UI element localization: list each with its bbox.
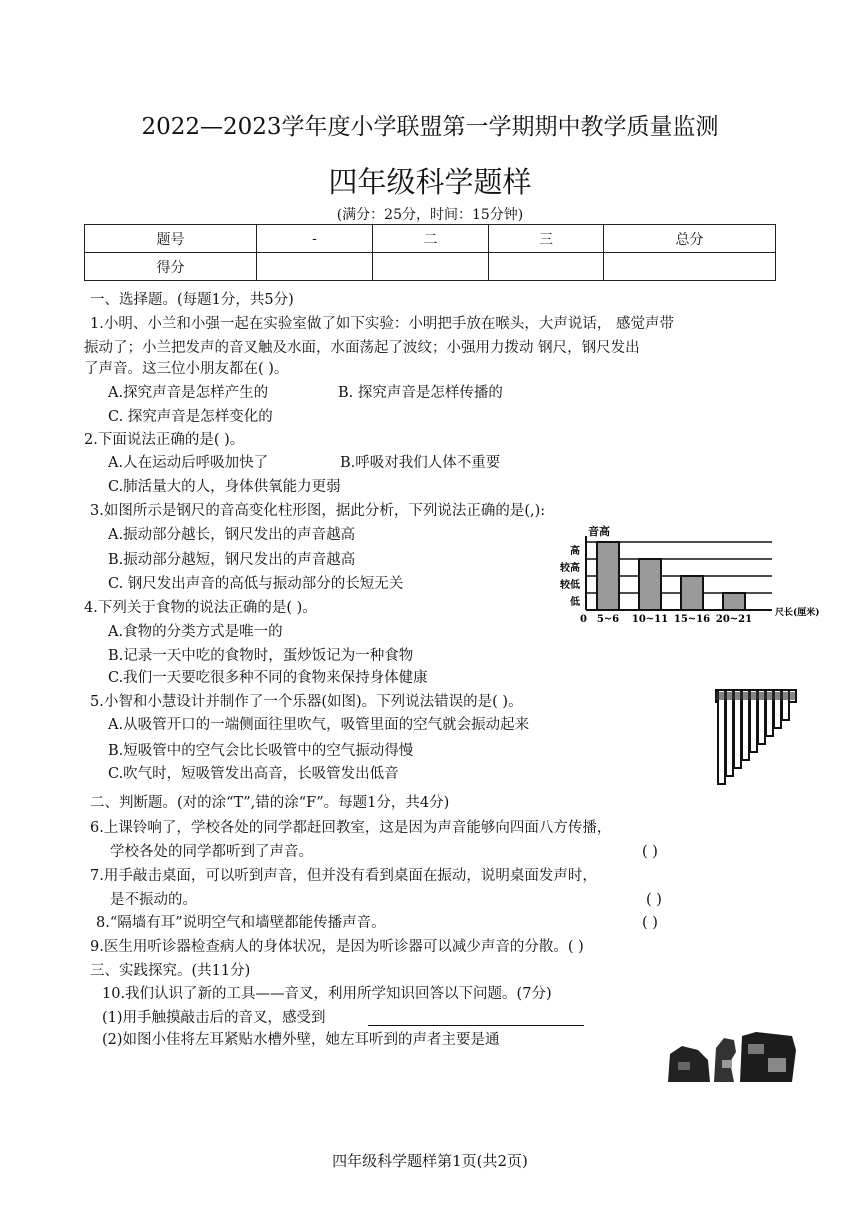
q1-option-c: C. 探究声音是怎样变化的 bbox=[108, 409, 273, 425]
score-cell-q3: 三 bbox=[489, 225, 604, 253]
score-blank[interactable] bbox=[257, 253, 373, 281]
q8-stem: 8.“隔墙有耳”说明空气和墙壁都能传播声音。 bbox=[96, 915, 386, 931]
q10-part2: (2)如图小佳将左耳紧贴水槽外壁，她左耳听到的声者主要是通 bbox=[102, 1032, 500, 1048]
q7-line2: 是不振动的。 bbox=[110, 892, 197, 908]
q7-answer-bracket[interactable]: ( ) bbox=[646, 892, 662, 908]
q1-option-a: A.探究声音是怎样产生的 bbox=[108, 385, 269, 401]
chart-x-tick-label: 20~21 bbox=[715, 614, 753, 625]
score-blank[interactable] bbox=[604, 253, 776, 281]
q6-answer-bracket[interactable]: ( ) bbox=[642, 844, 658, 860]
q10-stem: 10.我们认识了新的工具——音叉，利用所学知识回答以下问题。(7分) bbox=[102, 986, 552, 1002]
score-table-score-row bbox=[85, 253, 776, 281]
q8-answer-bracket[interactable]: ( ) bbox=[642, 915, 658, 931]
score-row-label: 得分 bbox=[85, 253, 257, 281]
chart-x-tick-label: 10~11 bbox=[631, 614, 669, 625]
score-cell-label: 题号 bbox=[85, 225, 257, 253]
q4-option-b: B.记录一天中吃的食物时，蛋炒饭记为一种食物 bbox=[108, 648, 414, 664]
q1-line2: 振动了；小兰把发声的音叉触及水面，水面荡起了波纹；小强用力拨动 钢尺，钢尺发出 bbox=[84, 340, 640, 356]
chart-y-tick-label: 较高 bbox=[560, 563, 580, 574]
chart-bar bbox=[723, 593, 745, 610]
score-cell-q2: 二 bbox=[373, 225, 489, 253]
chart-y-tick-label: 较低 bbox=[560, 580, 580, 591]
straw-panpipe-image bbox=[714, 686, 800, 786]
q2-option-b: B.呼吸对我们人体不重要 bbox=[340, 455, 501, 471]
q3-stem: 3.如图所示是钢尺的音高变化柱形图，据此分析，下列说法正确的是(,): bbox=[90, 503, 546, 519]
q5-option-b: B.短吸管中的空气会比长吸管中的空气振动得慢 bbox=[108, 743, 414, 759]
q9-stem: 9.医生用听诊器检查病人的身体状况，是因为听诊器可以减少声音的分散。( ) bbox=[90, 939, 584, 955]
q4-option-a: A.食物的分类方式是唯一的 bbox=[108, 624, 283, 640]
chart-bar bbox=[639, 559, 661, 610]
q2-option-c: C.肺活量大的人，身体供氧能力更弱 bbox=[108, 479, 341, 495]
sink-listening-image bbox=[664, 1030, 800, 1086]
q4-option-c: C.我们一天要吃很多种不同的食物来保持身体健康 bbox=[108, 670, 428, 686]
chart-y-tick-label: 低 bbox=[570, 597, 580, 608]
q1-option-b: B. 探究声音是怎样传播的 bbox=[338, 385, 503, 401]
score-blank[interactable] bbox=[489, 253, 604, 281]
section2-title: 二、判断题。(对的涂“T”,错的涂“F”。每题1分，共4分) bbox=[90, 795, 450, 811]
q3-option-b: B.振动部分越短，钢尺发出的声音越高 bbox=[108, 552, 356, 568]
chart-origin-label: 0 bbox=[580, 614, 587, 625]
chart-bar bbox=[597, 542, 619, 610]
q5-option-a: A.从吸管开口的一端侧面往里吹气，吸管里面的空气就会振动起来 bbox=[108, 717, 530, 733]
q5-stem: 5.小智和小慧设计并制作了一个乐器(如图)。下列说法错误的是( )。 bbox=[90, 694, 523, 710]
score-table-header-row bbox=[85, 225, 776, 253]
score-blank[interactable] bbox=[373, 253, 489, 281]
score-cell-total: 总分 bbox=[604, 225, 776, 253]
exam-title: 2022—2023学年度小学联盟第一学期期中教学质量监测 bbox=[141, 114, 719, 140]
q6-line2: 学校各处的同学都听到了声音。 bbox=[110, 844, 313, 860]
q6-line1: 6.上课铃响了，学校各处的同学都赶回教室，这是因为声音能够向四面八方传播， bbox=[90, 820, 612, 836]
q7-line1: 7.用手敲击桌面，可以听到声音，但并没有看到桌面在振动，说明桌面发声时， bbox=[90, 868, 597, 884]
chart-x-tick-label: 5~6 bbox=[596, 614, 620, 625]
q1-line3: 了声音。这三位小朋友都在( )。 bbox=[84, 361, 289, 377]
paper-title: 四年级科学题样 bbox=[328, 165, 532, 199]
pitch-bar-chart bbox=[556, 524, 820, 626]
q5-option-c: C.吹气时，短吸管发出高音，长吸管发出低音 bbox=[108, 766, 399, 782]
score-cell-q1: - bbox=[257, 225, 373, 253]
q1-line1: 1.小明、小兰和小强一起在实验室做了如下实验：小明把手放在喉头，大声说话， 感觉声带 bbox=[90, 316, 674, 332]
q2-option-a: A.人在运动后呼吸加快了 bbox=[108, 455, 269, 471]
chart-y-tick-label: 高 bbox=[570, 546, 580, 557]
section3-title: 三、实践探究。(共11分) bbox=[90, 963, 251, 979]
page-footer: 四年级科学题样第1页(共2页) bbox=[332, 1152, 528, 1170]
chart-y-label: 音高 bbox=[588, 525, 610, 538]
q3-option-c: C. 钢尺发出声音的高低与振动部分的长短无关 bbox=[108, 576, 404, 592]
q4-stem: 4.下列关于食物的说法正确的是( )。 bbox=[84, 600, 317, 616]
q10-part1: (1)用手触摸敲击后的音叉，感受到 bbox=[102, 1010, 326, 1026]
chart-bar bbox=[681, 576, 703, 610]
exam-info: (满分：25分，时间：15分钟) bbox=[336, 207, 524, 223]
score-table bbox=[84, 224, 776, 281]
chart-x-tick-label: 15~16 bbox=[673, 614, 711, 625]
q3-option-a: A.振动部分越长，钢尺发出的声音越高 bbox=[108, 527, 356, 543]
section1-title: 一、选择题。(每题1分，共5分) bbox=[90, 292, 294, 308]
q10-part1-answer-line[interactable] bbox=[368, 1024, 584, 1026]
q2-stem: 2.下面说法正确的是( )。 bbox=[84, 432, 245, 448]
chart-x-label: 尺长(厘米) bbox=[775, 608, 820, 618]
